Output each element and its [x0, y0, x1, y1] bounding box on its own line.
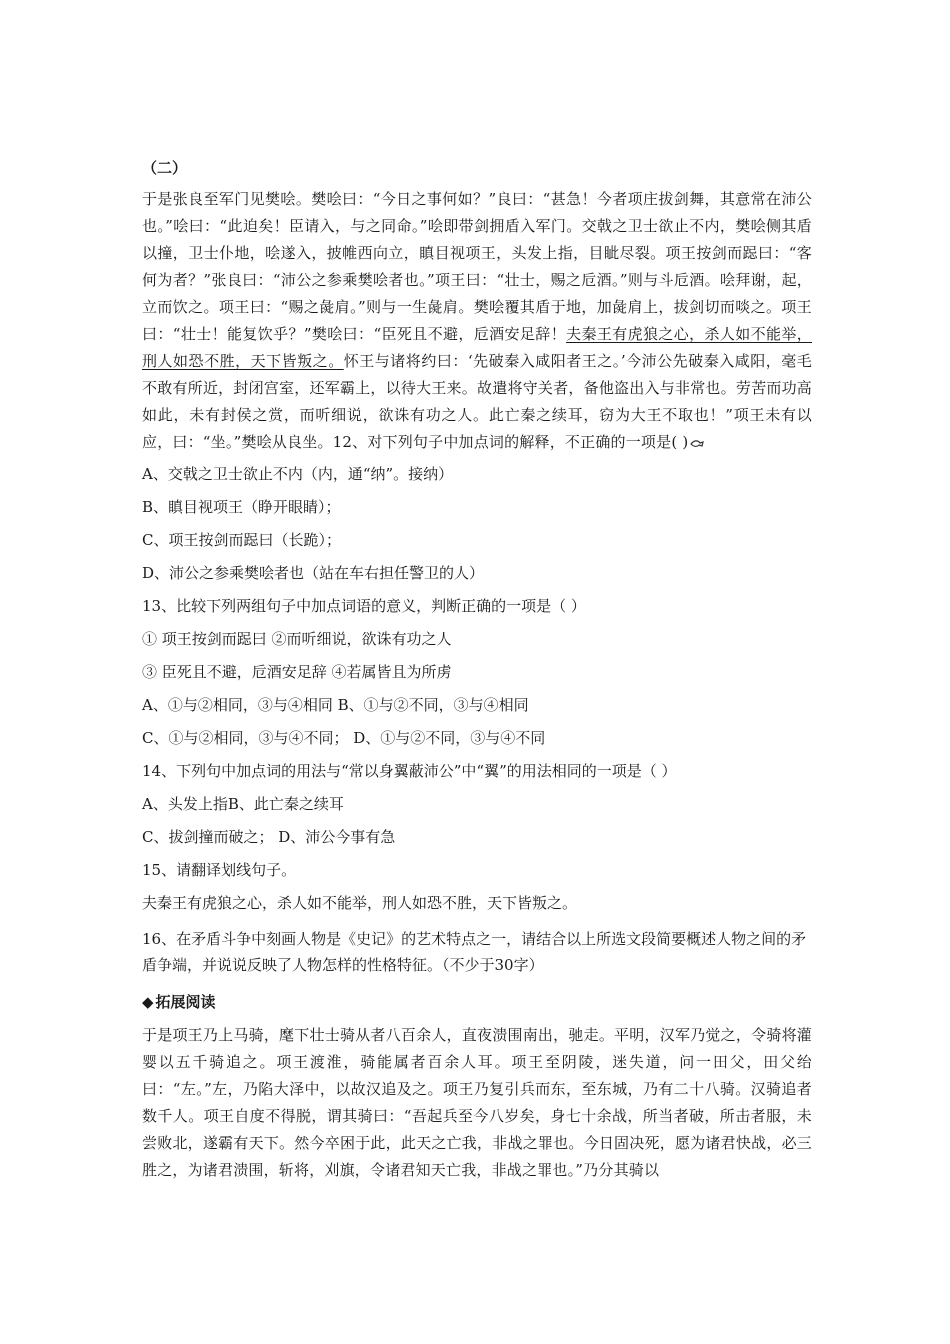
translation-sentence: 夫秦王有虎狼之心，杀人如不能举，刑人如恐不胜，天下皆叛之。 — [142, 894, 578, 912]
section-heading: （二） — [142, 159, 188, 177]
option-14-cd: C、拔剑撞而破之； D、沛公今事有急 — [142, 828, 396, 846]
option-14-ab: A、头发上指B、此亡秦之续耳 — [142, 795, 344, 813]
passage-part-1: 于是张良至军门见樊哙。樊哙曰：“今日之事何如？”良曰：“甚急！今者项庄拔剑舞，其意常在沛公也。”哙曰：“此迫矣！臣请入，与之同命。”哙即带剑拥盾入军门。交戟之卫士欲止不内，樊哙侧其盾以撞，卫士仆地，哙遂入，披帷西向立，瞋目视项王，头发上指，目眦尽裂。项王按剑而跽曰：“客何为者？”张良曰：“沛公之参乘樊哙者也。”项王曰：“壮士，赐之卮酒。”则与斗卮酒。哙拜谢，起，立而饮之。项王曰：“赐之彘肩。”则与一生彘肩。樊哙覆其盾于地，加彘肩上，拔剑切而啖之。项王曰：“壮士！能复饮乎？”樊哙曰：“臣死且不避，卮酒安足辞！ — [142, 190, 812, 343]
question-14: 14、下列句中加点词的用法与“常以身翼蔽沛公”中“翼”的用法相同的一项是（ ） — [142, 762, 677, 780]
extended-reading-title — [142, 992, 812, 1012]
option-12-b: B、瞋目视项王（睁开眼睛）； — [142, 498, 341, 516]
question-13-sentences-1: ① 项王按剑而跽曰 ②而听细说，欲诛有功之人 — [142, 630, 452, 648]
document-page — [142, 158, 812, 1192]
question-13: 13、比较下列两组句子中加点词语的意义，判断正确的一项是（ ） — [142, 597, 586, 615]
option-12-a: A、交戟之卫士欲止不内（内，通“纳”。接纳） — [142, 465, 454, 483]
option-12-c: C、项王按剑而跽曰（长跪）； — [142, 531, 341, 549]
question-16: 16、在矛盾斗争中刻画人物是《史记》的艺术特点之一，请结合以上所选文段简要概述人物之间的矛盾争端，并说说反映了人物怎样的性格特征。（不少于30字） — [142, 930, 807, 974]
option-13-ab: A、①与②相同，③与④相同 B、①与②不同，③与④相同 — [142, 696, 529, 714]
passage-part-2: 怀王与诸将约曰：‘先破秦入咸阳者王之。’今沛公先破秦入咸阳，毫毛不敢有所近，封闭宫室，还军霸上，以待大王来。故遣将守关者，备他盗出入与非常也。劳苦而功高如此，未有封侯之赏，而听细说，欲诛有功之人。此亡秦之续耳，窃为大王不取也！”项王未有以应，曰：“坐。”樊哙从良坐。 — [142, 352, 812, 451]
diamond-icon: ◆ — [142, 993, 154, 1011]
extended-reading-label: 拓展阅读 — [155, 993, 216, 1011]
question-15: 15、请翻译划线句子。 — [142, 861, 297, 879]
underlined-sentence: 夫秦王有虎狼之心，杀人如不能举，刑人如恐不胜，天下皆叛之。 — [142, 325, 813, 370]
pen-mark-icon — [690, 438, 704, 448]
extended-passage: 于是项王乃上马骑，麾下壮士骑从者八百余人，直夜溃围南出，驰走。平明，汉军乃觉之，令骑将灌婴以五千骑追之。项王渡淮，骑能属者百余人耳。项王至阴陵，迷失道，问一田父，田父绐曰：“左。”左，乃陷大泽中，以故汉追及之。项王乃复引兵而东，至东城，乃有二十八骑。汉骑追者数千人。项王自度不得脱，谓其骑曰：“吾起兵至今八岁矣，身七十余战，所当者破，所击者服，未尝败北，遂霸有天下。然今卒困于此，此天之亡我，非战之罪也。今日固决死，愿为诸君快战，必三胜之，为诸君溃围，斩将，刈旗，令诸君知天亡我，非战之罪也。”乃分其骑以 — [142, 1026, 812, 1179]
question-12: 12、对下列句子中加点词的解释，不正确的一项是( ) — [332, 433, 689, 451]
option-12-d: D、沛公之参乘樊哙者也（站在车右担任警卫的人） — [142, 564, 485, 582]
option-13-cd: C、①与②相同，③与④不同； D、①与②不同，③与④不同 — [142, 729, 546, 747]
passage-text — [142, 186, 812, 456]
question-13-sentences-2: ③ 臣死且不避，卮酒安足辞 ④若属皆且为所虏 — [142, 663, 452, 681]
